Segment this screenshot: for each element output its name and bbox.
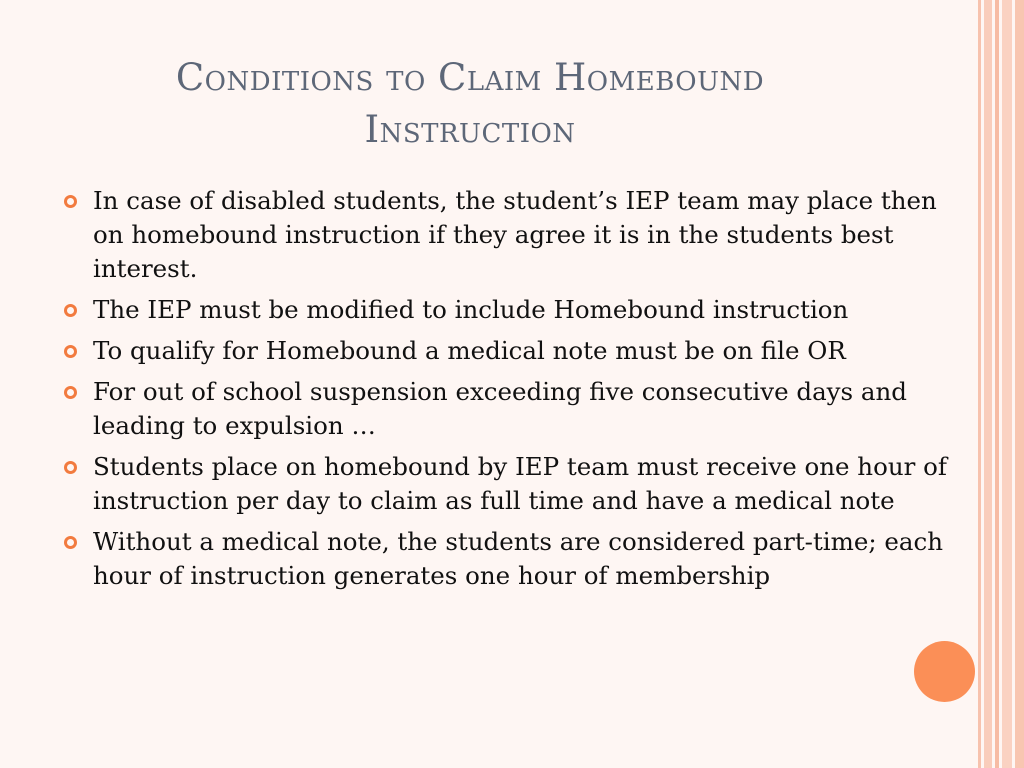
decorative-stripe	[1015, 0, 1024, 768]
bullet-item	[62, 184, 970, 286]
bullet-circle-icon	[64, 304, 77, 317]
decorative-stripe	[978, 0, 981, 768]
decorative-stripe	[984, 0, 992, 768]
bullet-item	[62, 375, 970, 443]
bullet-text: Without a medical note, the students are considered part-time; each hour of instruction generates one hour of membership	[93, 527, 944, 590]
bullet-circle-icon	[64, 195, 77, 208]
decorative-stripe	[1002, 0, 1012, 768]
decorative-orange-circle	[914, 641, 975, 702]
bullet-list	[62, 184, 970, 600]
slide-title-line-2: Instruction	[364, 108, 576, 151]
bullet-text: For out of school suspension exceeding five consecutive days and leading to expulsion …	[93, 377, 907, 440]
bullet-circle-icon	[64, 536, 77, 549]
bullet-circle-icon	[64, 461, 77, 474]
bullet-text: The IEP must be modified to include Homebound instruction	[93, 295, 849, 324]
bullet-text: In case of disabled students, the student’s IEP team may place then on homebound instruction if they agree it is in the students best interest.	[93, 186, 937, 283]
bullet-circle-icon	[64, 386, 77, 399]
bullet-item	[62, 334, 970, 368]
bullet-item	[62, 525, 970, 593]
bullet-item	[62, 293, 970, 327]
bullet-circle-icon	[64, 345, 77, 358]
slide-title	[60, 52, 880, 156]
bullet-text: Students place on homebound by IEP team must receive one hour of instruction per day to claim as full time and have a medical note	[93, 452, 947, 515]
slide-title-line-1: Conditions to Claim Homebound	[175, 56, 765, 99]
bullet-item	[62, 450, 970, 518]
decorative-stripe	[995, 0, 999, 768]
bullet-text: To qualify for Homebound a medical note must be on file OR	[93, 336, 846, 365]
